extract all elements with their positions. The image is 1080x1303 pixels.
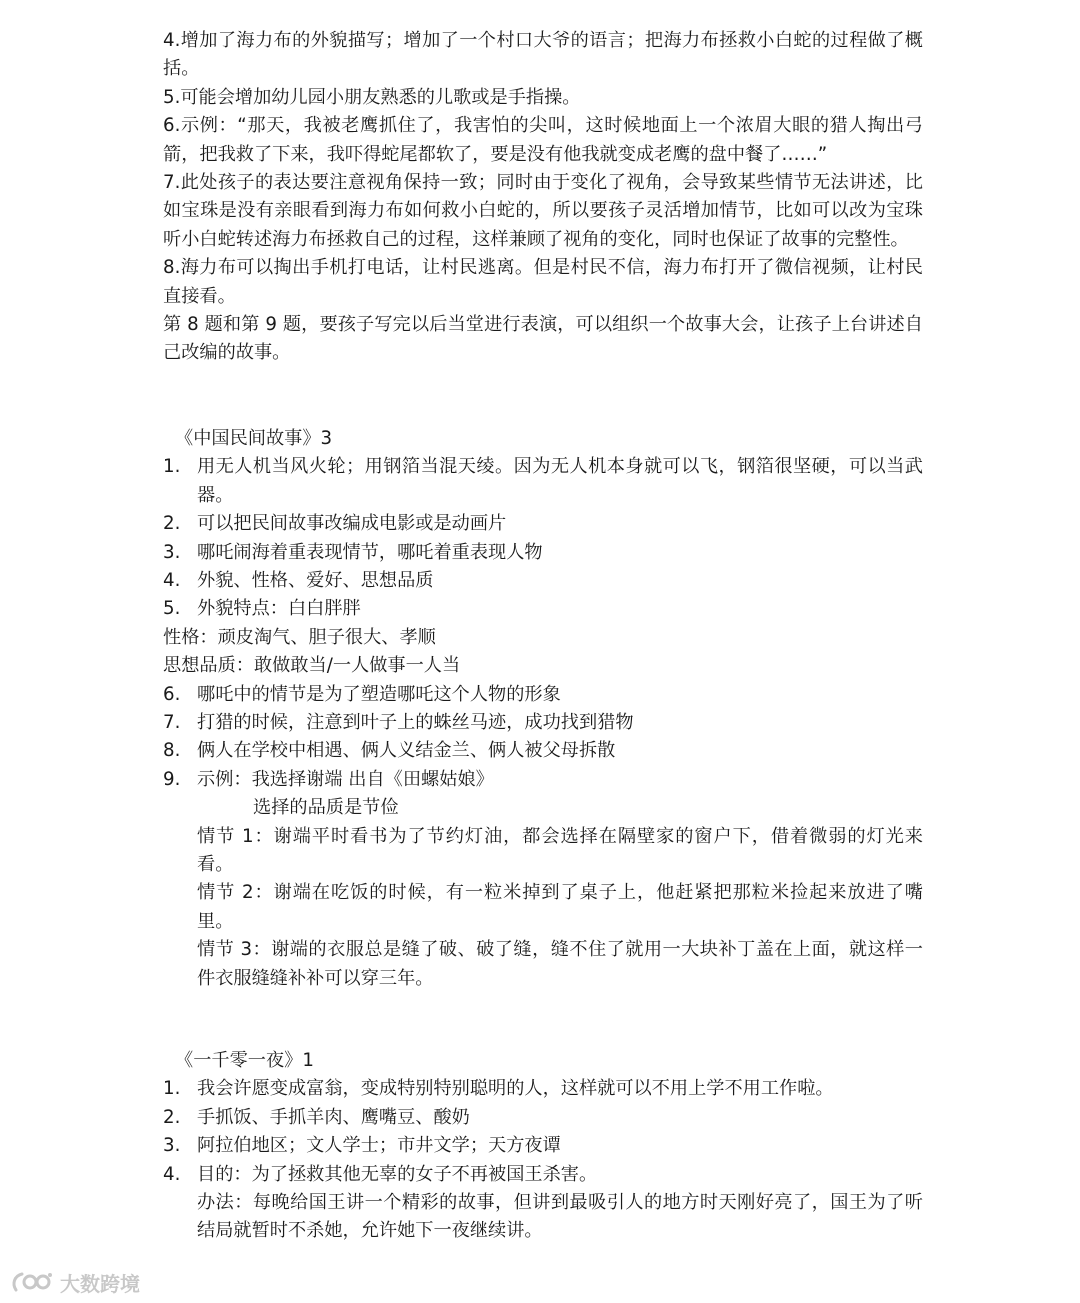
list-item bbox=[163, 1075, 923, 1103]
answer-item-8: 8.海力布可以掏出手机打电话，让村民逃离。但是村民不信，海力布打开了微信视频，让村民直接看。 bbox=[163, 257, 923, 307]
list-text: 外貌、性格、爱好、思想品质 bbox=[197, 569, 434, 591]
list-number: 2. bbox=[163, 513, 181, 535]
list-item bbox=[163, 1132, 923, 1160]
list-item bbox=[163, 681, 923, 709]
list-item bbox=[163, 709, 923, 737]
list-number: 2. bbox=[163, 1106, 181, 1128]
list-text: 我会许愿变成富翁，变成特别特别聪明的人，这样就可以不用上学不用工作啦。 bbox=[197, 1078, 834, 1100]
list-number: 7. bbox=[163, 711, 181, 733]
list-item bbox=[163, 595, 923, 623]
list-text: 阿拉伯地区；文人学士；市井文学；天方夜谭 bbox=[197, 1135, 561, 1157]
list-number: 8. bbox=[163, 740, 181, 762]
list-item bbox=[163, 1104, 923, 1132]
section-title-arabian-nights: 《一千零一夜》1 bbox=[175, 1050, 314, 1071]
list-text: 用无人机当风火轮；用钢箔当混天绫。因为无人机本身就可以飞，钢箔很坚硬，可以当武器。 bbox=[197, 456, 923, 506]
answer-note: 第 8 题和第 9 题，要孩子写完以后当堂进行表演，可以组织一个故事大会，让孩子上台讲述自己改编的故事。 bbox=[163, 314, 923, 364]
answer-item-4: 4.增加了海力布的外貌描写；增加了一个村口大爷的语言；把海力布拯救小白蛇的过程做了概括。 bbox=[163, 30, 923, 80]
ideology-line: 思想品质：敢做敢当/一人做事一人当 bbox=[163, 655, 461, 677]
list-text: 哪吒中的情节是为了塑造哪吒这个人物的形象 bbox=[197, 683, 561, 705]
section-title-chinese-folk-tales: 《中国民间故事》3 bbox=[175, 427, 333, 449]
answer-item-6: 6.示例：“那天，我被老鹰抓住了，我害怕的尖叫，这时候地面上一个浓眉大眼的猎人掏出弓箭，把我救了下来，我吓得蛇尾都软了，要是没有他我就变成老鹰的盘中餐了……” bbox=[163, 115, 923, 165]
list-text: 手抓饭、手抓羊肉、鹰嘴豆、酸奶 bbox=[197, 1106, 470, 1128]
list-item bbox=[163, 539, 923, 567]
list-item bbox=[163, 510, 923, 538]
list-item bbox=[163, 453, 923, 510]
list-number: 4. bbox=[163, 569, 181, 591]
answer-item-7: 7.此处孩子的表达要注意视角保持一致；同时由于变化了视角，会导致某些情节无法讲述，比如宝珠是没有亲眼看到海力布如何救小白蛇的，所以要孩子灵活增加情节，比如可以改为宝珠听小白蛇转述海力布拯救自己的过程，这样兼顾了视角的变化，同时也保证了故事的完整性。 bbox=[163, 172, 923, 250]
plot-2: 情节 2：谢端在吃饭的时候，有一粒米掉到了桌子上，他赶紧把那粒米捡起来放进了嘴里。 bbox=[197, 882, 923, 932]
list-text: 外貌特点：白白胖胖 bbox=[197, 598, 361, 620]
list-text: 目的：为了拯救其他无辜的女子不再被国王杀害。 bbox=[197, 1163, 598, 1185]
list-item bbox=[163, 737, 923, 765]
answer-item-5: 5.可能会增加幼儿园小朋友熟悉的儿歌或是手指操。 bbox=[163, 86, 581, 108]
list-number: 1. bbox=[163, 1078, 181, 1100]
plot-1: 情节 1：谢端平时看书为了节约灯油，都会选择在隔壁家的窗户下，借着微弱的灯光来看。 bbox=[197, 825, 923, 875]
list-number: 6. bbox=[163, 683, 181, 705]
list-item bbox=[163, 567, 923, 595]
document-body bbox=[163, 27, 923, 1246]
plot-3: 情节 3：谢端的衣服总是缝了破、破了缝，缝不住了就用一大块补丁盖在上面，就这样一件衣服缝缝补补可以穿三年。 bbox=[197, 939, 923, 989]
method-line: 办法：每晚给国王讲一个精彩的故事，但讲到最吸引人的地方时天刚好亮了，国王为了听结局就暂时不杀她，允许她下一夜继续讲。 bbox=[197, 1192, 923, 1242]
list-number: 1. bbox=[163, 456, 181, 478]
list-item bbox=[163, 1161, 923, 1189]
list-text: 可以把民间故事改编成电影或是动画片 bbox=[197, 513, 507, 535]
list-number: 5. bbox=[163, 598, 181, 620]
watermark bbox=[10, 1268, 140, 1297]
list-text: 俩人在学校中相遇、俩人义结金兰、俩人被父母拆散 bbox=[197, 740, 616, 762]
list-item bbox=[163, 766, 923, 794]
watermark-logo-icon bbox=[10, 1270, 54, 1296]
list-number: 3. bbox=[163, 541, 181, 563]
list-number: 3. bbox=[163, 1135, 181, 1157]
list-number: 9. bbox=[163, 768, 181, 790]
list-text: 示例：我选择谢端 出自《田螺姑娘》 bbox=[197, 768, 494, 790]
list-text: 哪吒闹海着重表现情节，哪吒着重表现人物 bbox=[197, 541, 543, 563]
personality-line: 性格：顽皮淘气、胆子很大、孝顺 bbox=[163, 626, 436, 648]
list-number: 4. bbox=[163, 1163, 181, 1185]
watermark-text: 大数跨境 bbox=[60, 1272, 140, 1296]
list-text: 打猎的时候，注意到叶子上的蛛丝马迹，成功找到猎物 bbox=[197, 711, 634, 733]
quality-line: 选择的品质是节俭 bbox=[253, 797, 399, 819]
